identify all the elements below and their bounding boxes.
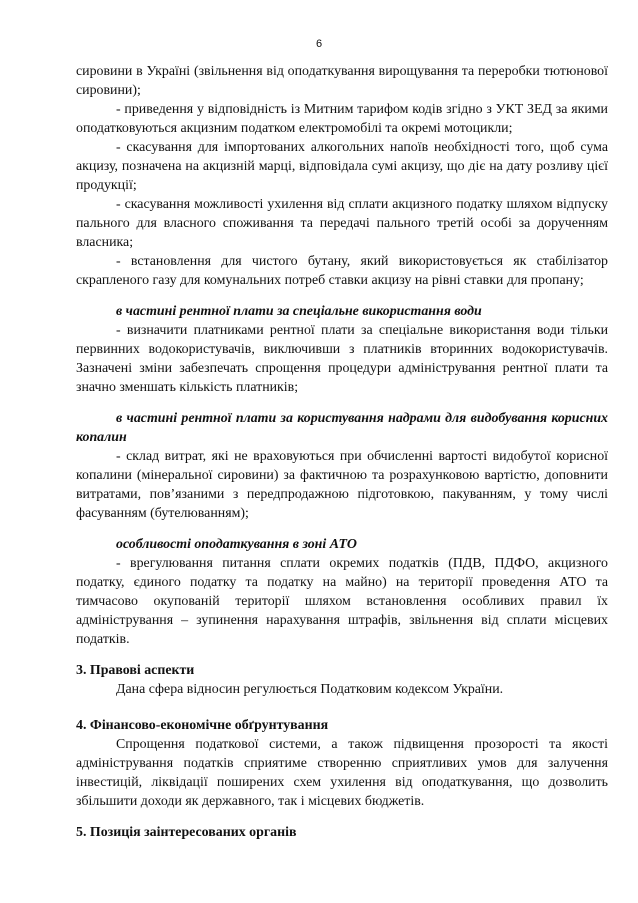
section-4-text: Спрощення податкової системи, а також підвищення прозорості та якості адміністрування податків сприятиме створенню сприятливих умов для залучення інвестицій, ліквідації поширених схем ухилення від оподаткування, що дозволить збільшити доходи як державного, так і місцевих бюджетів. [76, 737, 608, 809]
list-item: - встановлення для чистого бутану, який використовується як стабілізатор скрапленого газу для комунальних потреб ставки акцизу на рівні ставки для пропану; [76, 254, 608, 288]
page-number: 6 [315, 38, 323, 50]
list-item: - скасування для імпортованих алкогольних напоїв необхідності того, щоб сума акцизу, позначена на акцизній марці, відповідала сумі акцизу, що діє на дату розливу цієї продукції; [76, 140, 608, 193]
paragraph-continuation: сировини в Україні (звільнення від оподаткування вирощування та переробки тютюнової сировини); [76, 64, 608, 98]
subsoil-rent-heading: в частині рентної плати за користування надрами для видобування корисних копалин [76, 411, 608, 445]
ato-text: - врегулювання питання сплати окремих податків (ПДВ, ПДФО, акцизного податку, єдиного податку та податку на майно) на території проведення АТО та тимчасово окупованій території шляхом встановлення особливих правил їх адміністрування – зупинення нарахування штрафів, звільнення від сплати місцевих податків. [76, 556, 608, 647]
water-rent-heading: в частині рентної плати за спеціальне використання води [116, 304, 482, 319]
section-3-text: Дана сфера відносин регулюється Податковим кодексом України. [116, 682, 504, 697]
document-body [76, 62, 608, 842]
list-item: - скасування можливості ухилення від сплати акцизного податку шляхом відпуску пального для власного споживання та передачі пального третій особі за дорученням власника; [76, 197, 608, 250]
section-3-heading: 3. Правові аспекти [76, 663, 195, 678]
list-item: - приведення у відповідність із Митним тарифом кодів згідно з УКТ ЗЕД за якими оподатковуються акцизним податком електромобілі та окремі мотоцикли; [76, 102, 608, 136]
water-rent-text: - визначити платниками рентної плати за спеціальне використання води тільки первинних водокористувачів, виключивши з платників вторинних водокористувачів. Зазначені зміни забезпечать спрощення процедури адміністрування рентної плати та значно зменшать кількість платників; [76, 323, 608, 395]
section-5-heading: 5. Позиція заінтересованих органів [76, 825, 297, 840]
section-4-heading: 4. Фінансово-економічне обґрунтування [76, 718, 329, 733]
ato-heading: особливості оподаткування в зоні АТО [116, 537, 357, 552]
subsoil-rent-text: - склад витрат, які не враховуються при обчисленні вартості видобутої корисної копалини (мінеральної сировини) за фактичною та розрахунковою вартістю, доповнити витратами, пов’язаними з передпродажною підготовкою, пакуванням, у тому числі фасуванням (бутелюванням); [76, 449, 608, 521]
